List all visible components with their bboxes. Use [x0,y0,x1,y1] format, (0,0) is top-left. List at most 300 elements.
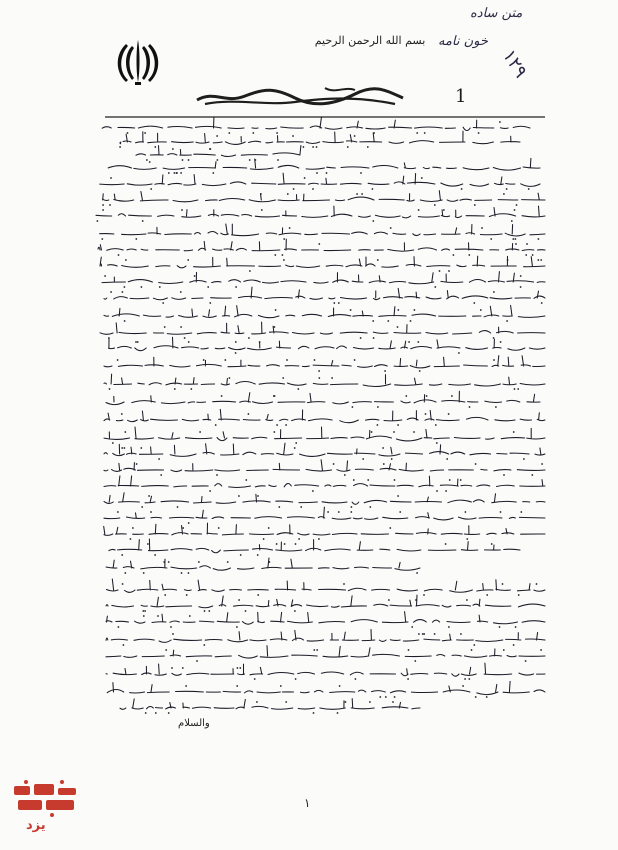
handwriting-line [104,523,545,535]
handwriting-line [102,117,530,130]
handwriting-dot [448,413,450,415]
handwriting-dot [149,161,151,163]
handwriting-dot [333,463,335,465]
handwriting-dot [155,712,157,714]
handwriting-line [104,356,545,368]
handwriting-dot [117,511,119,513]
handwriting-dot [333,302,335,304]
handwriting-line [104,493,545,505]
handwriting-dot [514,209,516,211]
handwriting-dot [471,649,473,651]
handwriting-dot [373,337,375,339]
handwriting-dot [486,594,488,596]
handwriting-line [107,681,545,694]
handwriting-dot [462,685,464,687]
handwriting-dot [249,159,251,161]
handwriting-dot [132,527,134,529]
handwriting-dot [117,359,119,361]
handwriting-dot [227,561,229,563]
handwriting-dot [182,159,184,161]
handwriting-dot [248,413,250,415]
handwriting-dot [518,594,520,596]
handwriting-dot [124,431,126,433]
handwriting-dot [500,511,502,513]
handwriting-dot [273,431,275,433]
handwriting-dot [209,148,211,150]
handwriting-dot [276,132,278,134]
handwriting-dot [316,172,318,174]
handwriting-dot [383,463,385,465]
handwriting-dot [419,370,421,372]
handwriting-dot [337,712,339,714]
handwriting-dot [303,146,305,148]
handwriting-dot [118,626,120,628]
handwriting-dot [473,302,475,304]
handwriting-dot [235,352,237,354]
handwriting-dot [188,522,190,524]
handwriting-dot [448,270,450,272]
handwriting-dot [439,270,441,272]
handwriting-line [104,443,545,456]
handwriting-dot [475,463,477,465]
handwriting-dot [235,341,237,343]
handwriting-dot [458,352,460,354]
handwriting-dot [174,172,176,174]
handwriting-dot [97,220,99,222]
handwriting-dot [369,701,371,703]
handwriting-dot [466,538,468,540]
handwriting-dot [523,458,525,460]
handwriting-line [106,646,545,658]
watermark-sub-label: یزد [26,818,46,833]
handwriting-dot [387,320,389,322]
handwriting-dot [238,599,240,601]
handwriting-dot [157,615,159,617]
handwriting-dot [478,132,480,134]
handwriting-dot [369,506,371,508]
handwriting-dot [194,275,196,277]
handwriting-dot [188,572,190,574]
handwriting-dot [295,678,297,680]
basmala-heading: بسم الله الرحمن الرحیم [314,34,426,47]
handwriting-dot [282,254,284,256]
handwriting-dot [354,359,356,361]
handwriting-dot [124,572,126,574]
handwriting-dot [434,204,436,206]
handwriting-dot [367,479,369,481]
handwriting-dot [163,561,165,563]
handwriting-dot [221,395,223,397]
handwriting-dot [382,447,384,449]
handwriting-dot [503,474,505,476]
handwriting-dot [119,146,121,148]
handwriting-dot [212,172,214,174]
handwriting-dot [397,309,399,311]
handwritten-note-subtitle: خون نامه [438,34,488,49]
handwriting-dot [170,626,172,628]
handwriting-dot [294,610,296,612]
handwriting-dot [249,270,251,272]
handwriting-dot [229,377,231,379]
handwriting-dot [287,193,289,195]
handwriting-dot [413,431,415,433]
handwriting-dot [295,442,297,444]
handwriting-dot [516,204,518,206]
handwriting-dot [257,495,259,497]
handwriting-dot [297,388,299,390]
handwriting-dot [162,302,164,304]
handwriting-dot [216,474,218,476]
handwriting-dot [520,511,522,513]
handwriting-dot [423,633,425,635]
handwriting-dot [293,188,295,190]
handwriting-dot [399,511,401,513]
handwriting-line [136,146,301,157]
handwriting-dot [354,135,356,137]
handwriting-dot [486,696,488,698]
handwriting-dot [277,159,279,161]
handwriting-dot [338,511,340,513]
handwriting-dot [513,644,515,646]
handwriting-dot [435,424,437,426]
handwriting-dot [537,259,539,261]
handwriting-dot [180,326,182,328]
handwriting-dot [141,286,143,288]
handwriting-dot [507,259,509,261]
navid-shahed-logo [10,778,82,842]
handwriting-dot [190,388,192,390]
handwriting-dot [465,511,467,513]
handwriting-dot [491,543,493,545]
handwriting-dot [171,667,173,669]
handwriting-dot [148,495,150,497]
handwriting-dot [121,447,123,449]
handwriting-dot [351,506,353,508]
handwriting-dot [371,431,373,433]
handwriting-dot [110,291,112,293]
handwriting-dot [445,543,447,545]
handwriting-dot [355,678,357,680]
handwriting-dot [150,511,152,513]
handwriting-line [106,663,545,676]
handwriting-dot [372,188,374,190]
handwriting-dot [514,388,516,390]
handwriting-dot [263,538,265,540]
handwriting-dot [143,615,145,617]
handwriting-dot [417,341,419,343]
handwriting-dot [182,667,184,669]
handwriting-dot [474,204,476,206]
handwriting-dot [466,599,468,601]
handwriting-dot [515,243,517,245]
handwriting-dot [512,238,514,240]
handwriting-dot [397,326,399,328]
handwriting-dot [236,685,238,687]
handwriting-dot [145,712,147,714]
handwriting-dot [421,177,423,179]
handwriting-dot [165,649,167,651]
handwriting-dot [185,685,187,687]
handwriting-dot [217,159,219,161]
handwriting-dot [525,254,527,256]
handwriting-dot [525,660,527,662]
handwriting-dot [240,554,242,556]
handwriting-dot [208,610,210,612]
handwriting-dot [184,337,186,339]
handwriting-dot [493,291,495,293]
handwriting-dot [102,204,104,206]
handwriting-dot [203,359,205,361]
handwriting-dot [313,712,315,714]
handwriting-dot [278,506,280,508]
handwriting-dot [182,527,184,529]
handwriting-dot [361,193,363,195]
handwriting-dot [285,424,287,426]
handwriting-dot [531,474,533,476]
handwriting-dot [352,406,354,408]
handwriting-dot [436,442,438,444]
handwriting-dot [186,594,188,596]
handwriting-dot [414,660,416,662]
handwriting-dot [176,172,178,174]
handwriting-dot [238,495,240,497]
handwriting-dot [316,649,318,651]
handwriting-line [104,374,545,386]
handwriting-line [106,595,545,608]
handwriting-dot [392,701,394,703]
handwriting-dot [248,337,250,339]
handwriting-dot [147,543,149,545]
handwriting-dot [164,594,166,596]
handwriting-dot [269,561,271,563]
handwriting-dot [180,291,182,293]
handwriting-dot [137,341,139,343]
handwriting-dot [275,309,277,311]
handwriting-dot [289,227,291,229]
handwriting-dot [408,649,410,651]
handwriting-dot [362,458,364,460]
handwriting-dot [318,377,320,379]
handwriting-dot [146,159,148,161]
handwriting-dot [104,275,106,277]
handwriting-dot [360,172,362,174]
handwriting-dot [473,644,475,646]
handwriting-dot [142,610,144,612]
handwriting-dot [203,644,205,646]
handwriting-dot [416,572,418,574]
handwriting-dot [377,406,379,408]
handwriting-dot [388,599,390,601]
handwriting-dot [198,561,200,563]
handwriting-dot [261,209,263,211]
handwriting-dot [414,309,416,311]
handwriting-dot [122,583,124,585]
handwriting-dot [283,259,285,261]
handwritten-note-top: متن ساده [470,6,523,21]
handwriting-dot [385,696,387,698]
handwriting-dot [109,388,111,390]
handwriting-dot [424,132,426,134]
handwriting-dot [520,275,522,277]
handwriting-dot [377,424,379,426]
handwriting-dot [239,667,241,669]
handwriting-dot [347,146,349,148]
handwriting-dot [331,377,333,379]
handwriting-dot [218,527,220,529]
handwriting-dot [256,701,258,703]
handwriting-dot [461,188,463,190]
handwriting-dot [480,309,482,311]
handwriting-line [100,224,545,236]
handwriting-dot [123,644,125,646]
handwriting-dot [141,506,143,508]
handwriting-dot [506,188,508,190]
handwriting-dot [425,413,427,415]
handwriting-dot [418,209,420,211]
handwriting-dot [318,370,320,372]
handwriting-dot [257,594,259,596]
handwriting-dot [391,458,393,460]
handwriting-dot [121,554,123,556]
handwriting-dot [121,413,123,415]
handwriting-dot [283,238,285,240]
handwriting-dot [274,326,276,328]
handwriting-dot [260,193,262,195]
handwriting-dot [344,474,346,476]
handwriting-dot [377,259,379,261]
handwriting-dot [127,132,129,134]
handwriting-dot [268,527,270,529]
handwriting-dot [436,490,438,492]
handwriting-dot [224,359,226,361]
handwriting-dot [280,685,282,687]
handwriting-dot [314,359,316,361]
handwriting-dot [410,320,412,322]
handwriting-line [100,322,545,334]
handwriting-dot [276,543,278,545]
handwriting-dot [187,259,189,261]
handwriting-dot [257,554,259,556]
handwriting-dot [150,188,152,190]
handwriting-dot [460,633,462,635]
handwriting-dot [216,135,218,137]
handwriting-dot [499,121,501,123]
handwriting-dot [135,238,137,240]
handwriting-dot [124,320,126,322]
handwriting-dot [481,227,483,229]
handwriting-dot [426,395,428,397]
handwriting-dot [490,238,492,240]
handwriting-dot [390,227,392,229]
handwriting-dot [177,506,179,508]
handwriting-dot [318,243,320,245]
handwriting-dot [499,626,501,628]
handwriting-dot [284,543,286,545]
handwriting-dot [541,463,543,465]
handwriting-line [102,272,545,284]
handwriting-dot [274,254,276,256]
handwriting-dot [285,701,287,703]
handwriting-dot [144,610,146,612]
handwriting-dot [356,193,358,195]
handwriting-dot [273,395,275,397]
handwriting-dot [300,506,302,508]
handwriting-line [120,131,520,144]
handwriting-dot [118,254,120,256]
handwriting-dot [540,649,542,651]
handwriting-dot [282,377,284,379]
handwriting-dot [316,146,318,148]
handwriting-line [107,579,546,592]
handwriting-dot [394,479,396,481]
handwriting-dot [468,254,470,256]
handwriting-dot [168,712,170,714]
handwriting-dot [189,615,191,617]
handwriting-dot [228,132,230,134]
handwriting-dot [511,220,513,222]
handwriting-line [120,699,420,710]
handwriting-line [106,391,540,404]
handwriting-dot [101,238,103,240]
handwriting-dot [528,188,530,190]
handwriting-dot [408,341,410,343]
handwriting-dot [312,188,314,190]
handwriting-dot [112,442,114,444]
handwriting-dot [168,561,170,563]
handwriting-line [106,630,545,643]
handwriting-line [106,558,420,570]
handwriting-dot [397,424,399,426]
handwriting-dot [464,678,466,680]
handwriting-dot [312,490,314,492]
handwriting-dot [469,406,471,408]
handwriting-dot [384,370,386,372]
handwriting-line [102,191,545,202]
handwriting-dot [372,220,374,222]
handwriting-dot [338,302,340,304]
handwriting-dot [188,159,190,161]
handwriting-dot [360,337,362,339]
handwriting-dot [130,538,132,540]
handwriting-dot [110,177,112,179]
handwriting-dot [532,254,534,256]
handwriting-dot [526,243,528,245]
handwriting-dot [215,424,217,426]
handwriting-dot [136,463,138,465]
handwriting-dot [102,209,104,211]
handwriting-dot [540,259,542,261]
handwriting-dot [254,678,256,680]
handwriting-line [98,239,545,251]
handwriting-dot [135,341,137,343]
handwriting-line [109,539,520,553]
handwriting-dot [286,359,288,361]
handwriting-dot [397,495,399,497]
closing-salutation: والسلام [178,718,210,729]
handwriting-dot [295,543,297,545]
handwriting-dot [259,341,261,343]
handwriting-dot [236,626,238,628]
handwriting-dot [493,359,495,361]
handwriting-line [104,427,545,441]
handwriting-dot [143,572,145,574]
handwriting-dot [188,341,190,343]
handwriting-dot [393,431,395,433]
handwriting-dot [500,341,502,343]
handwriting-dot [536,583,538,585]
handwriting-dot [172,633,174,635]
handwriting-dot [506,320,508,322]
